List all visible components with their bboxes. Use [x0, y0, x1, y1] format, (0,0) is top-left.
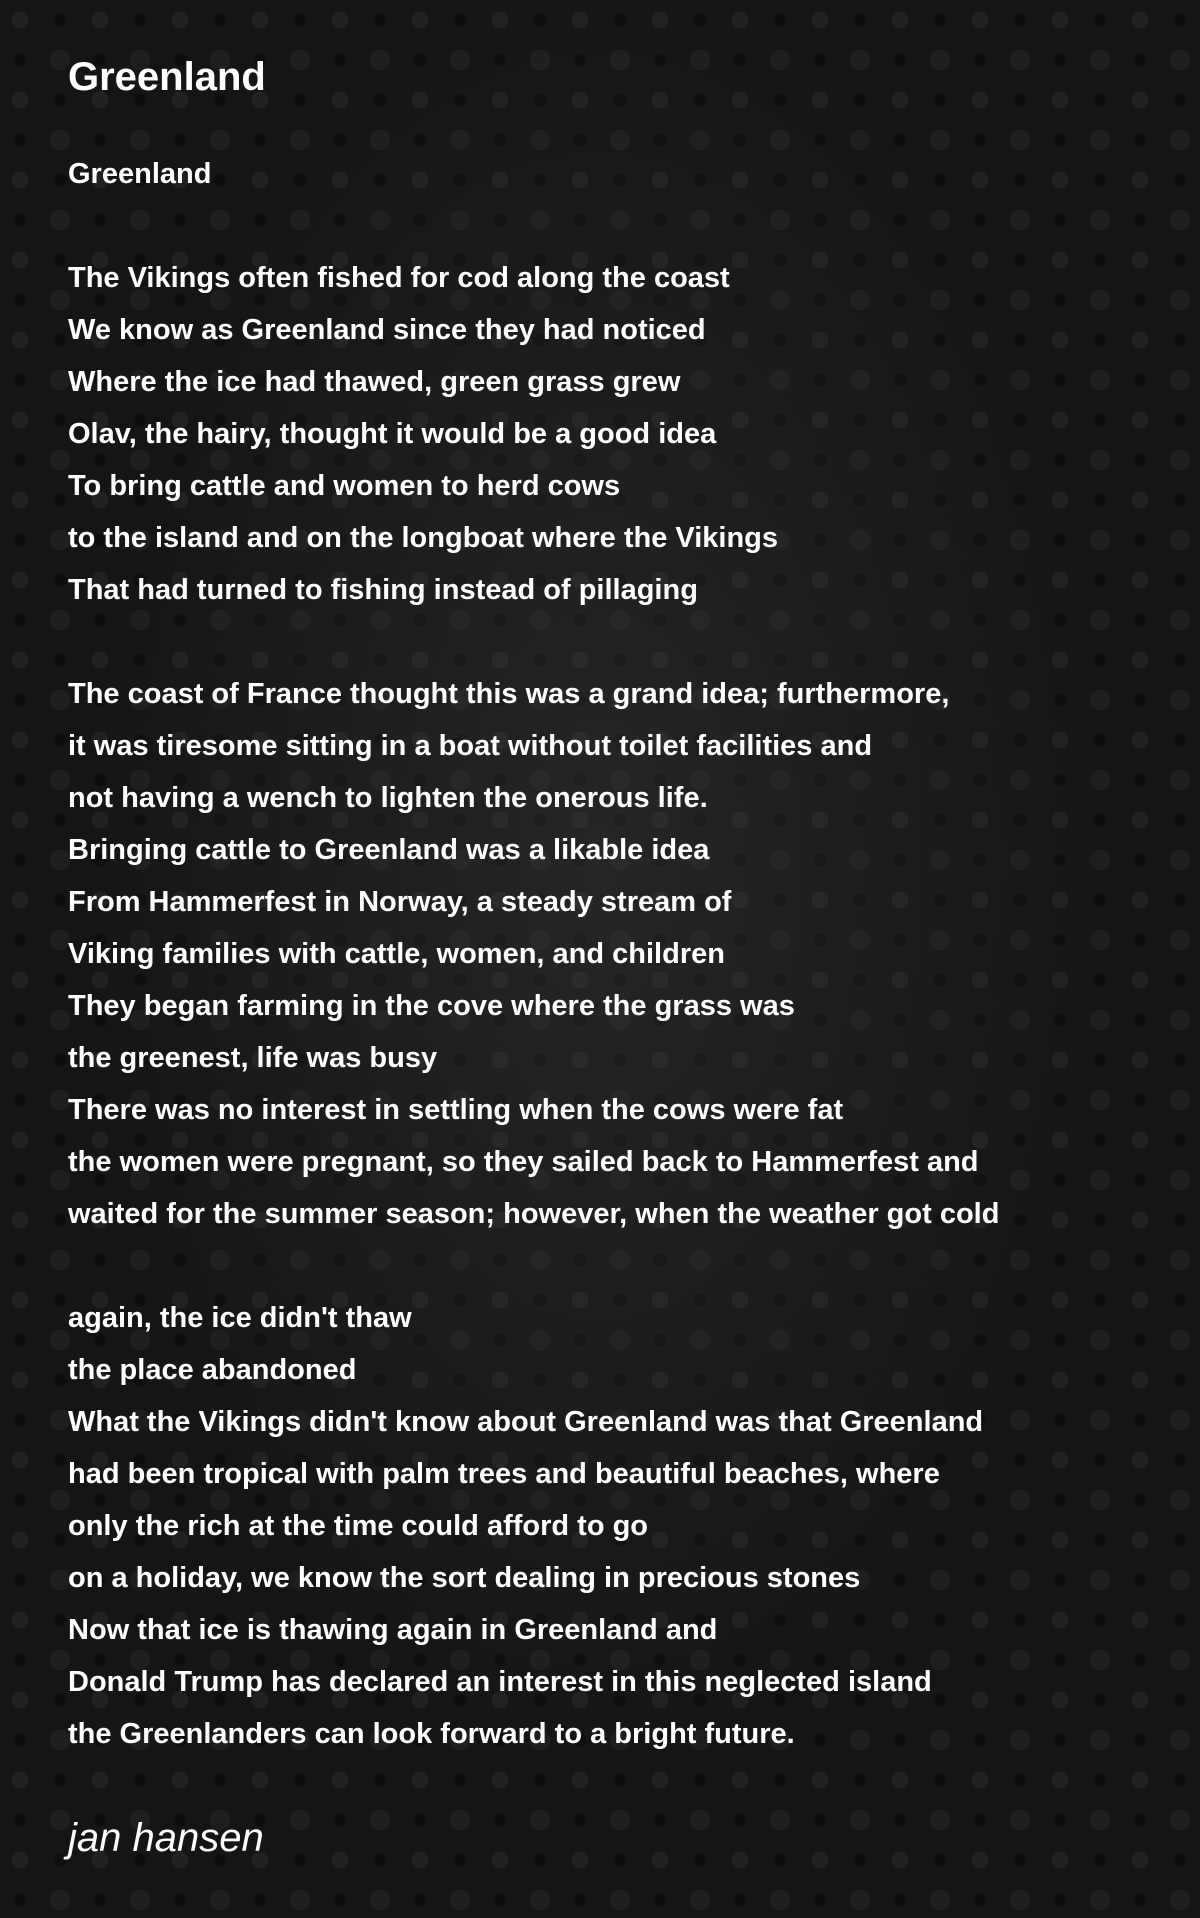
poem-line: The coast of France thought this was a grand idea; furthermore,	[68, 678, 950, 710]
poem-line: That had turned to fishing instead of pillaging	[68, 574, 698, 606]
poem-line: Now that ice is thawing again in Greenland and	[68, 1614, 718, 1646]
poem-body	[68, 148, 1148, 1760]
poem-line: again, the ice didn't thaw	[68, 1302, 412, 1334]
stanza-break	[68, 616, 1148, 668]
poem-line: the greenest, life was busy	[68, 1042, 438, 1074]
poem-line: The Vikings often fished for cod along the coast	[68, 262, 730, 294]
poem-line: Donald Trump has declared an interest in this neglected island	[68, 1666, 932, 1698]
poem-line: We know as Greenland since they had noticed	[68, 314, 706, 346]
poem-line: From Hammerfest in Norway, a steady stream of	[68, 886, 732, 918]
poem-line: to the island and on the longboat where the Vikings	[68, 522, 779, 554]
poem-line: on a holiday, we know the sort dealing in precious stones	[68, 1562, 861, 1594]
poem-line: Viking families with cattle, women, and children	[68, 938, 725, 970]
poem-line: Bringing cattle to Greenland was a likable idea	[68, 834, 710, 866]
poem-page	[68, 50, 1148, 1760]
poem-author: jan hansen	[68, 1816, 264, 1860]
poem-line: only the rich at the time could afford to go	[68, 1510, 649, 1542]
poem-line: What the Vikings didn't know about Greenland was that Greenland	[68, 1406, 984, 1438]
poem-line: They began farming in the cove where the grass was	[68, 990, 795, 1022]
poem-line: it was tiresome sitting in a boat without toilet facilities and	[68, 730, 873, 762]
poem-line: Olav, the hairy, thought it would be a good idea	[68, 418, 717, 450]
poem-line: the place abandoned	[68, 1354, 357, 1386]
poem-line: To bring cattle and women to herd cows	[68, 470, 621, 502]
poem-title: Greenland	[68, 55, 266, 99]
poem-line: the women were pregnant, so they sailed back to Hammerfest and	[68, 1146, 979, 1178]
poem-line: Greenland	[68, 158, 212, 190]
poem-line: waited for the summer season; however, when the weather got cold	[68, 1198, 1000, 1230]
stanza-break	[68, 200, 1148, 252]
poem-line: Where the ice had thawed, green grass grew	[68, 366, 681, 398]
poem-line: the Greenlanders can look forward to a bright future.	[68, 1718, 795, 1750]
poem-line: had been tropical with palm trees and beautiful beaches, where	[68, 1458, 940, 1490]
poem-line: not having a wench to lighten the onerous life.	[68, 782, 708, 814]
poem-line: There was no interest in settling when the cows were fat	[68, 1094, 844, 1126]
stanza-break	[68, 1240, 1148, 1292]
